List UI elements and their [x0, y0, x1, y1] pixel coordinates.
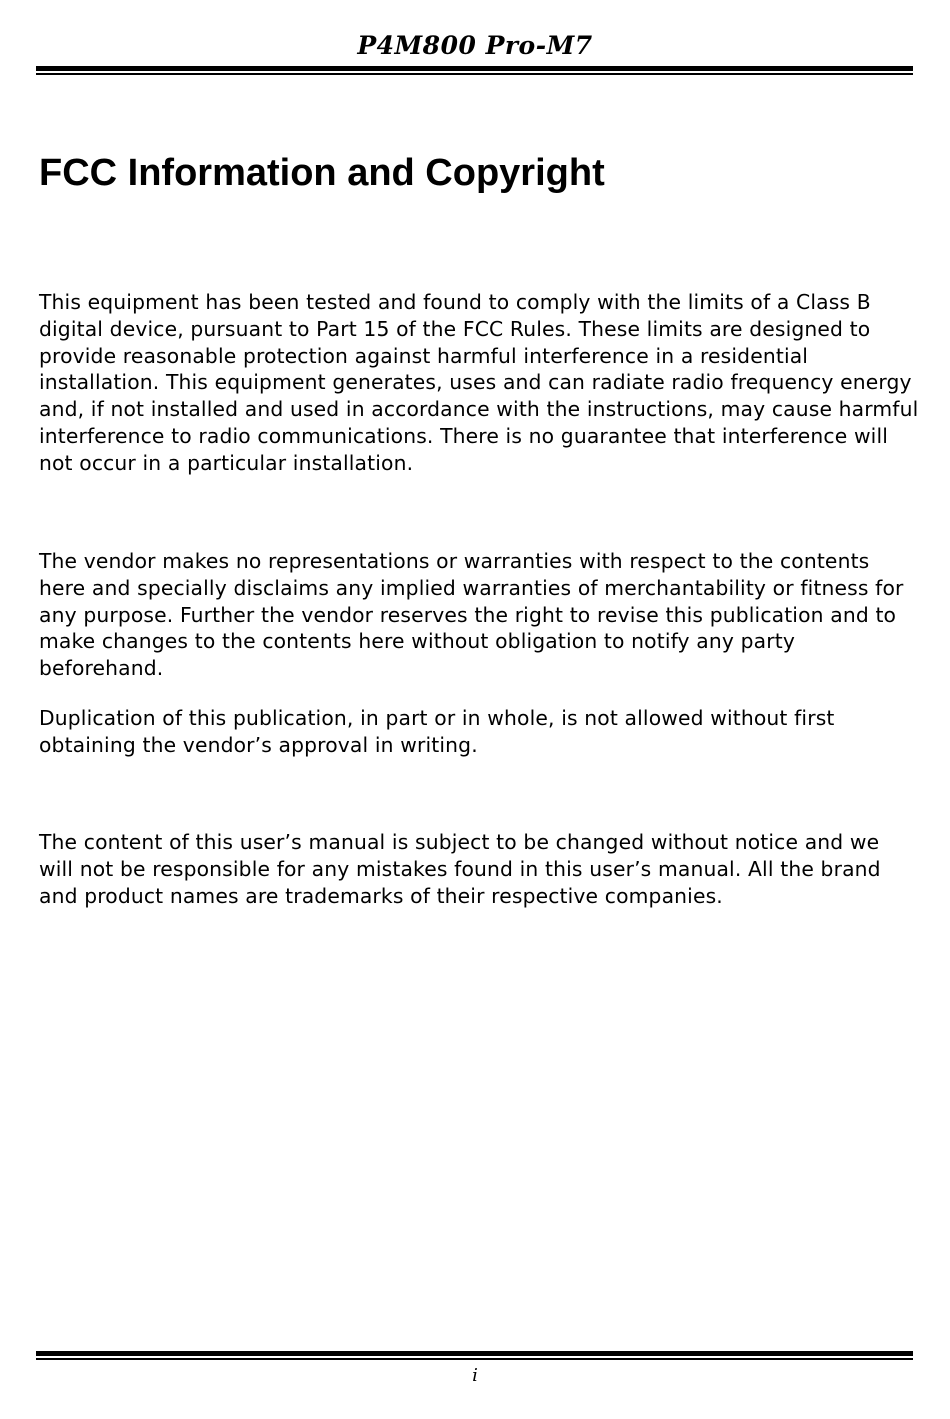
paragraph-fcc-compliance: This equipment has been tested and found to comply with the limits of a Class B digital device, pursuant to Part 15 of the FCC Rules. These limits are designed to provide reasonable protection against harmful interference in a residential installation. This equipment generates, uses and can radiate radio frequency energy and, if not installed and used in accordance with the instructions, may cause harmful interference to radio communications. There is no guarantee that interference will not occur in a particular installation. [39, 290, 919, 475]
paragraph-duplication-notice: Duplication of this publication, in part or in whole, is not allowed without first obtaining the vendor’s approval in writing. [39, 706, 835, 757]
header-rule-thick [36, 66, 913, 71]
page-title: FCC Information and Copyright [39, 152, 605, 194]
header-rule-thin [36, 73, 913, 75]
header-title: P4M800 Pro-M7 [357, 31, 593, 60]
footer-rule-thick [36, 1351, 913, 1356]
page-number: i [472, 1365, 478, 1386]
paragraph-vendor-disclaimer: The vendor makes no representations or warranties with respect to the contents here and specially disclaims any implied warranties of merchantability or fitness for any purpose. Further the vendor reserves the right to revise this publication and to make changes to the contents here without obligation to notify any party beforehand. [39, 549, 904, 681]
footer-rule-thin [36, 1358, 913, 1360]
paragraph-manual-changes: The content of this user’s manual is subject to be changed without notice and we will not be responsible for any mistakes found in this user’s manual. All the brand and product names are trademarks of their respective companies. [39, 830, 881, 908]
